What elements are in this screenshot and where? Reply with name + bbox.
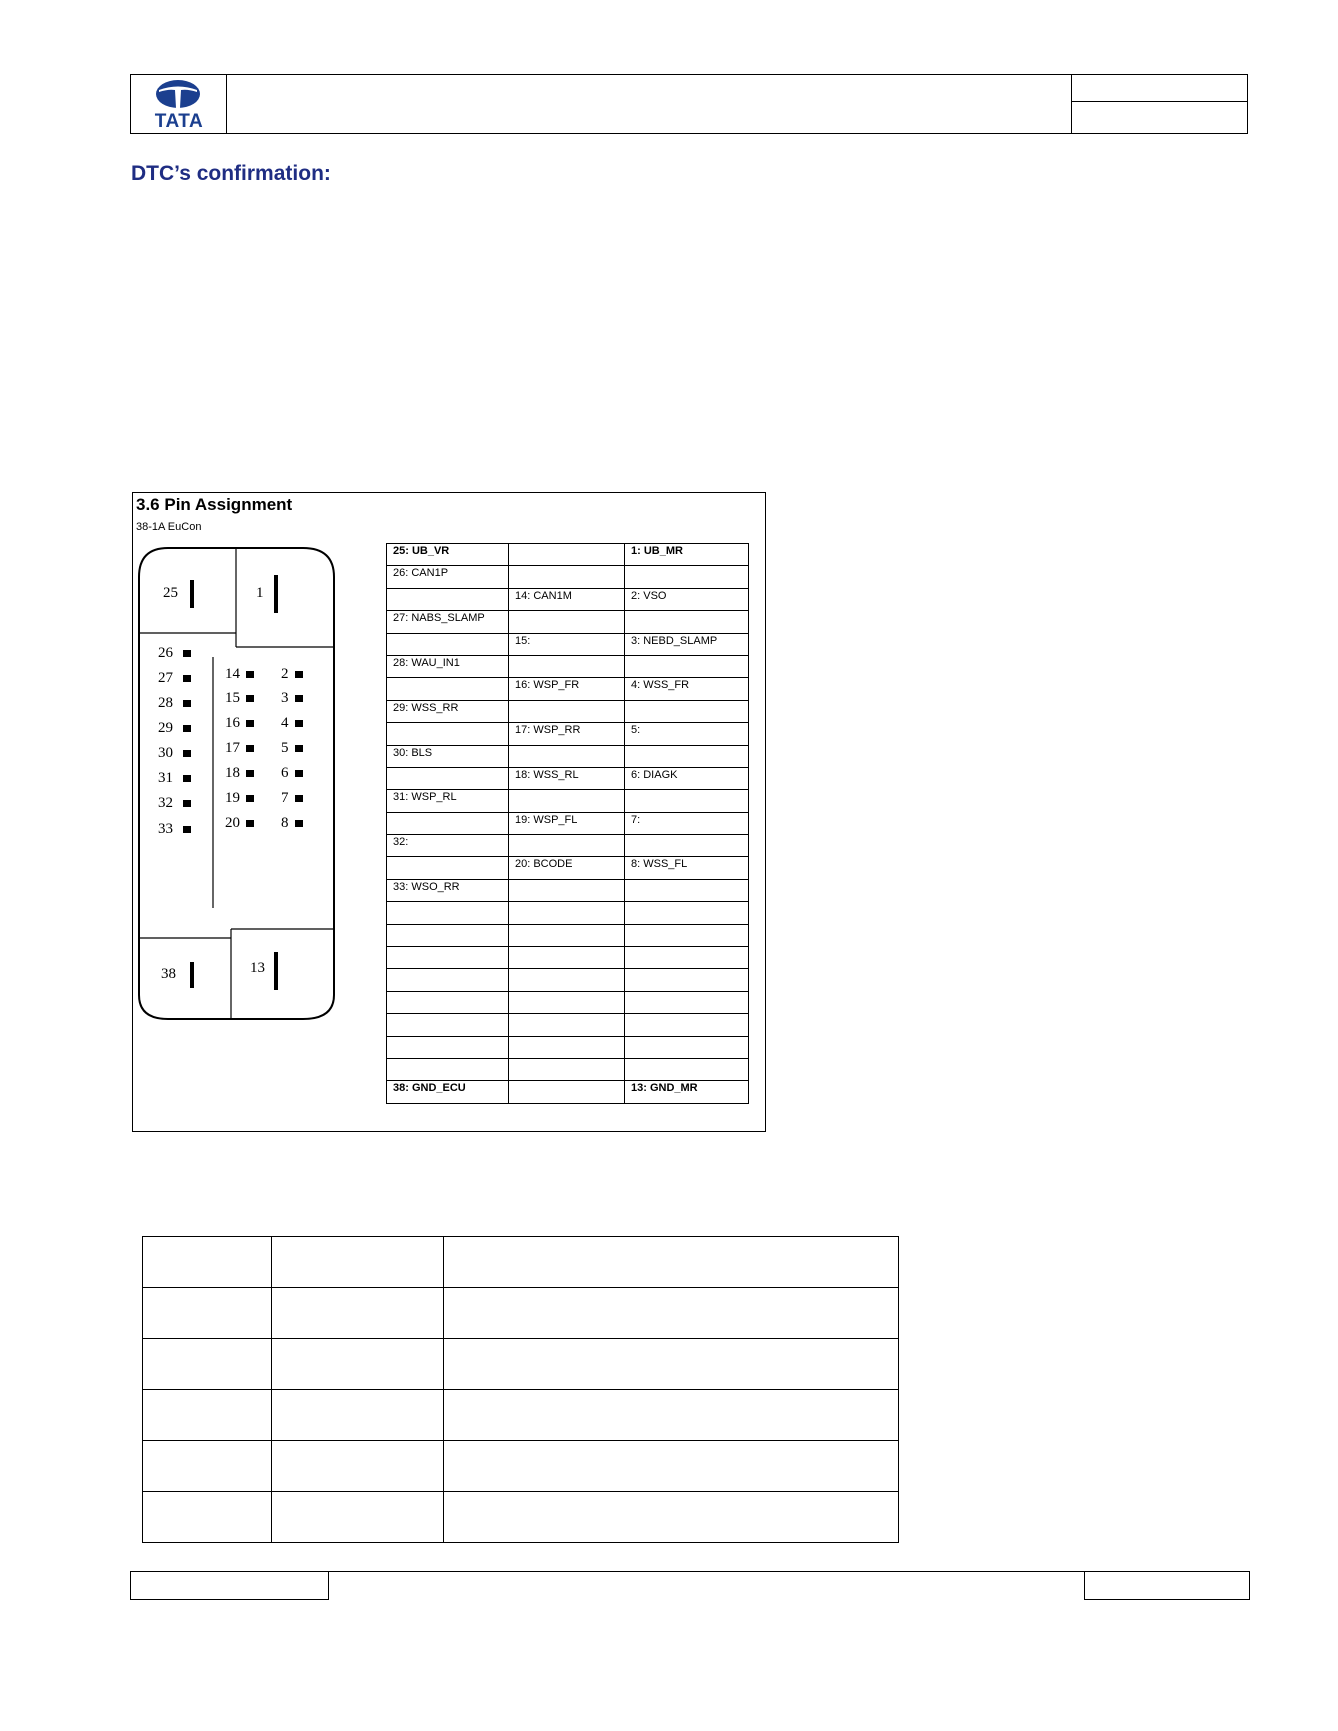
table-cell <box>625 611 749 633</box>
table-cell: 14: CAN1M <box>509 588 625 610</box>
table-cell <box>509 1036 625 1058</box>
table-cell <box>387 1058 509 1080</box>
table-row <box>387 902 749 924</box>
pin-label-7: 7 <box>281 790 289 806</box>
table-cell <box>625 991 749 1013</box>
pin-30-contact <box>183 750 191 757</box>
pin-31-contact <box>183 775 191 782</box>
table-row <box>387 566 749 588</box>
table-cell <box>272 1441 444 1492</box>
table-cell <box>143 1441 272 1492</box>
table-row <box>387 812 749 834</box>
pin-label-5: 5 <box>281 740 289 756</box>
table-cell <box>509 991 625 1013</box>
table-cell <box>509 611 625 633</box>
table-cell <box>625 835 749 857</box>
tata-logo-icon <box>155 79 201 109</box>
table-cell <box>387 1036 509 1058</box>
table-cell <box>509 947 625 969</box>
table-cell: 16: WSP_FR <box>509 678 625 700</box>
pin-2-contact <box>295 671 303 678</box>
table-cell: 38: GND_ECU <box>387 1081 509 1103</box>
pin-label-4: 4 <box>281 715 289 731</box>
table-cell <box>509 790 625 812</box>
table-row <box>387 633 749 655</box>
table-cell <box>143 1492 272 1543</box>
pin-4-contact <box>295 720 303 727</box>
table-cell <box>444 1339 899 1390</box>
pin-25-contact <box>190 580 194 608</box>
pin-label-32: 32 <box>158 795 173 811</box>
table-row <box>143 1237 899 1288</box>
table-cell <box>625 700 749 722</box>
table-row <box>387 655 749 677</box>
pin-15-contact <box>246 695 254 702</box>
pin-label-26: 26 <box>158 645 173 661</box>
table-cell: 5: <box>625 723 749 745</box>
table-row <box>143 1288 899 1339</box>
table-cell <box>387 857 509 879</box>
table-cell <box>387 767 509 789</box>
table-row <box>387 723 749 745</box>
table-row <box>387 790 749 812</box>
table-cell <box>509 969 625 991</box>
table-row <box>387 857 749 879</box>
footer-line <box>329 1571 1084 1572</box>
logo-cell <box>131 75 227 133</box>
table-cell <box>387 924 509 946</box>
pin-27-contact <box>183 675 191 682</box>
dtc-table <box>142 1236 899 1543</box>
table-cell <box>387 678 509 700</box>
table-cell <box>387 902 509 924</box>
pin-label-29: 29 <box>158 720 173 736</box>
logo-text: TATA <box>154 111 204 132</box>
table-cell <box>509 1058 625 1080</box>
table-cell: 8: WSS_FL <box>625 857 749 879</box>
table-cell <box>625 745 749 767</box>
pin-5-contact <box>295 745 303 752</box>
table-cell: 1: UB_MR <box>625 544 749 566</box>
figure-title: 3.6 Pin Assignment <box>136 495 293 514</box>
table-cell <box>509 924 625 946</box>
table-cell: 27: NABS_SLAMP <box>387 611 509 633</box>
table-cell: 25: UB_VR <box>387 544 509 566</box>
table-cell: 32: <box>387 835 509 857</box>
table-cell <box>387 1014 509 1036</box>
connector-diagram <box>138 547 340 1023</box>
table-row <box>387 1058 749 1080</box>
table-cell <box>625 790 749 812</box>
table-row <box>387 767 749 789</box>
pin-1-contact <box>274 575 278 613</box>
pin-label-16: 16 <box>225 715 240 731</box>
table-cell <box>625 969 749 991</box>
table-cell <box>509 1014 625 1036</box>
table-row <box>143 1390 899 1441</box>
table-cell <box>387 633 509 655</box>
table-row <box>387 745 749 767</box>
table-cell <box>625 947 749 969</box>
pin-assignment-figure <box>132 492 766 1132</box>
table-cell <box>272 1492 444 1543</box>
table-cell <box>387 991 509 1013</box>
table-row <box>387 947 749 969</box>
table-cell <box>387 588 509 610</box>
table-cell: 33: WSO_RR <box>387 879 509 901</box>
table-row <box>387 969 749 991</box>
table-cell <box>444 1441 899 1492</box>
table-cell <box>509 544 625 566</box>
table-row <box>387 678 749 700</box>
table-cell: 18: WSS_RL <box>509 767 625 789</box>
pin-assignment-table <box>386 543 749 1104</box>
pin-label-13: 13 <box>250 960 265 976</box>
table-cell <box>509 1081 625 1103</box>
footer-right-box <box>1084 1571 1250 1600</box>
table-cell <box>272 1339 444 1390</box>
pin-32-contact <box>183 800 191 807</box>
pin-label-3: 3 <box>281 690 289 706</box>
table-cell <box>444 1492 899 1543</box>
table-cell: 30: BLS <box>387 745 509 767</box>
table-row <box>387 879 749 901</box>
pin-17-contact <box>246 745 254 752</box>
table-cell <box>509 700 625 722</box>
table-cell <box>387 969 509 991</box>
table-cell <box>509 655 625 677</box>
table-row <box>143 1339 899 1390</box>
table-cell: 31: WSP_RL <box>387 790 509 812</box>
table-row <box>387 1036 749 1058</box>
table-row <box>387 588 749 610</box>
table-row <box>387 1081 749 1103</box>
table-cell <box>625 1014 749 1036</box>
table-cell: 6: DIAGK <box>625 767 749 789</box>
table-row <box>143 1492 899 1543</box>
pin-label-31: 31 <box>158 770 173 786</box>
table-row <box>387 835 749 857</box>
table-cell: 29: WSS_RR <box>387 700 509 722</box>
table-cell <box>143 1390 272 1441</box>
table-cell: 7: <box>625 812 749 834</box>
pin-18-contact <box>246 770 254 777</box>
table-cell <box>143 1288 272 1339</box>
pin-33-contact <box>183 826 191 833</box>
pin-label-28: 28 <box>158 695 173 711</box>
pin-label-17: 17 <box>225 740 240 756</box>
pin-26-contact <box>183 650 191 657</box>
pin-label-14: 14 <box>225 666 240 682</box>
table-cell <box>625 1058 749 1080</box>
table-row <box>387 924 749 946</box>
table-cell <box>143 1237 272 1288</box>
table-cell <box>509 902 625 924</box>
page-header <box>130 74 1248 134</box>
pin-3-contact <box>295 695 303 702</box>
table-cell: 13: GND_MR <box>625 1081 749 1103</box>
table-cell <box>143 1339 272 1390</box>
table-row <box>387 1014 749 1036</box>
header-info-divider <box>1072 101 1247 102</box>
pin-20-contact <box>246 820 254 827</box>
pin-38-contact <box>190 962 194 988</box>
pin-13-contact <box>274 952 278 990</box>
pin-label-2: 2 <box>281 666 289 682</box>
pin-label-20: 20 <box>225 815 240 831</box>
table-row <box>143 1441 899 1492</box>
figure-subtitle: 38-1A EuCon <box>136 521 202 533</box>
table-cell <box>444 1237 899 1288</box>
pin-6-contact <box>295 770 303 777</box>
table-cell <box>444 1288 899 1339</box>
table-cell: 3: NEBD_SLAMP <box>625 633 749 655</box>
pin-label-30: 30 <box>158 745 173 761</box>
table-cell: 26: CAN1P <box>387 566 509 588</box>
table-cell <box>387 723 509 745</box>
table-cell <box>625 566 749 588</box>
table-cell: 19: WSP_FL <box>509 812 625 834</box>
pin-8-contact <box>295 820 303 827</box>
pin-label-6: 6 <box>281 765 289 781</box>
table-cell: 15: <box>509 633 625 655</box>
pin-label-15: 15 <box>225 690 240 706</box>
table-cell <box>444 1390 899 1441</box>
table-cell <box>625 1036 749 1058</box>
table-cell <box>509 745 625 767</box>
table-row <box>387 611 749 633</box>
table-row <box>387 700 749 722</box>
table-cell <box>625 924 749 946</box>
pin-label-33: 33 <box>158 821 173 837</box>
table-cell: 4: WSS_FR <box>625 678 749 700</box>
pin-label-19: 19 <box>225 790 240 806</box>
table-cell: 17: WSP_RR <box>509 723 625 745</box>
table-cell: 28: WAU_IN1 <box>387 655 509 677</box>
pin-label-8: 8 <box>281 815 289 831</box>
pin-29-contact <box>183 725 191 732</box>
pin-28-contact <box>183 700 191 707</box>
footer-left-box <box>130 1571 329 1600</box>
table-cell <box>625 655 749 677</box>
pin-label-27: 27 <box>158 670 173 686</box>
table-cell <box>509 566 625 588</box>
table-cell <box>509 835 625 857</box>
pin-label-38: 38 <box>161 966 176 982</box>
table-row <box>387 544 749 566</box>
pin-16-contact <box>246 720 254 727</box>
header-info-cell <box>1071 75 1247 133</box>
table-cell <box>625 879 749 901</box>
pin-7-contact <box>295 795 303 802</box>
table-cell <box>509 879 625 901</box>
pin-label-1: 1 <box>256 585 264 601</box>
pin-14-contact <box>246 671 254 678</box>
table-cell <box>272 1237 444 1288</box>
section-title: DTC’s confirmation: <box>131 162 331 185</box>
table-row <box>387 991 749 1013</box>
table-cell <box>272 1288 444 1339</box>
table-cell <box>387 812 509 834</box>
table-cell <box>272 1390 444 1441</box>
pin-label-25: 25 <box>163 585 178 601</box>
pin-label-18: 18 <box>225 765 240 781</box>
table-cell: 20: BCODE <box>509 857 625 879</box>
table-cell <box>625 902 749 924</box>
table-cell: 2: VSO <box>625 588 749 610</box>
pin-19-contact <box>246 795 254 802</box>
table-cell <box>387 947 509 969</box>
